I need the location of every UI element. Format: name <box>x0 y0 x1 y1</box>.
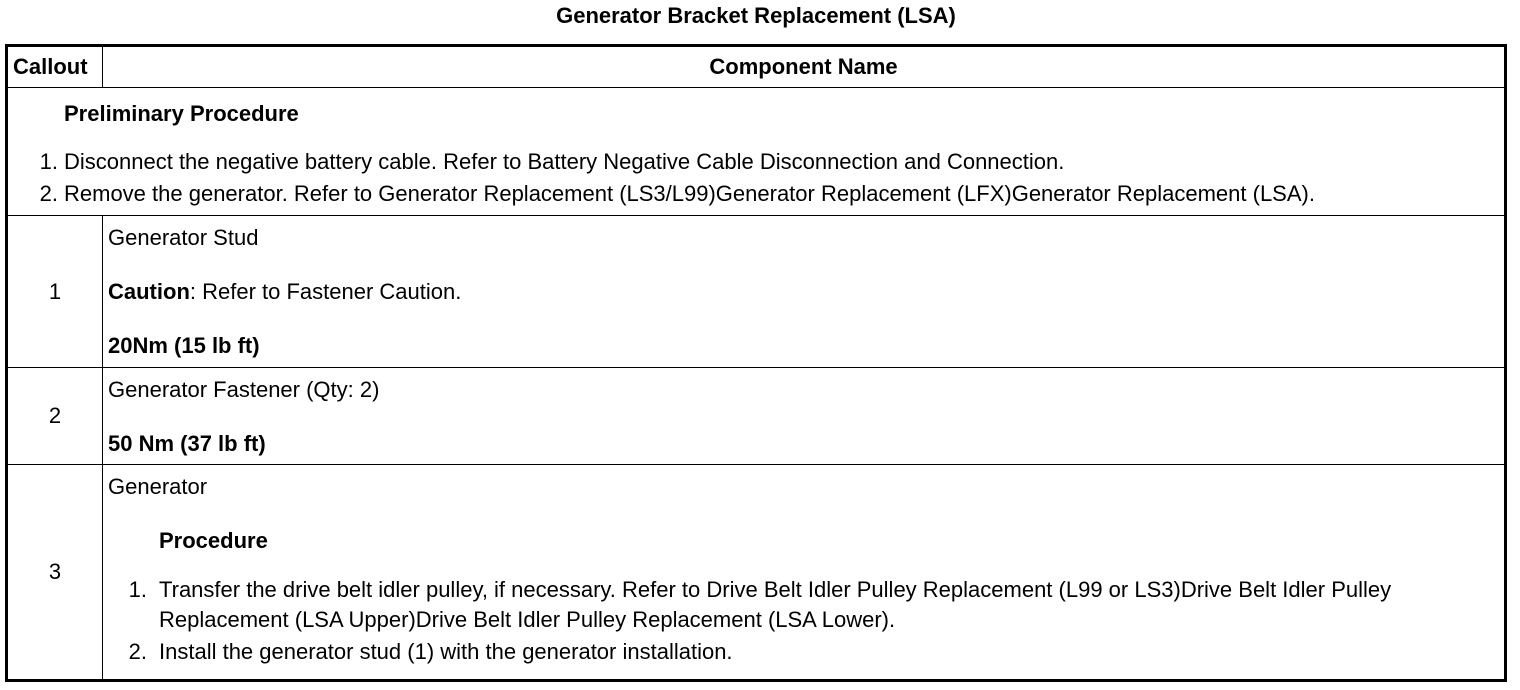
preliminary-heading: Preliminary Procedure <box>64 100 299 126</box>
procedure-heading: Procedure <box>159 528 268 553</box>
callout-number: 1 <box>7 216 103 368</box>
step-text: Transfer the drive belt idler pulley, if necessary. Refer to Drive Belt Idler Pulley Replacement (L99 or LS3)Drive Belt Idler Pulley Replacement (LSA Upper)Drive Belt Idler Pulley Replacement (LSA Lower). <box>159 577 1392 632</box>
page-title: Generator Bracket Replacement (LSA) <box>556 3 956 28</box>
component-name: Generator <box>108 474 208 499</box>
callout-table <box>5 44 1507 682</box>
component-cell <box>103 465 1506 681</box>
torque-spec: 50 Nm (37 lb ft) <box>108 431 266 456</box>
table-row <box>7 216 1506 368</box>
caution-label: Caution <box>108 279 190 304</box>
preliminary-row <box>7 88 1506 216</box>
table-row <box>7 368 1506 465</box>
list-item <box>118 575 1499 635</box>
preliminary-steps-list <box>8 146 1504 210</box>
preliminary-procedure-cell <box>7 88 1506 216</box>
callout-number: 3 <box>7 465 103 681</box>
callout-number: 2 <box>7 368 103 465</box>
procedure-steps-list <box>108 575 1499 669</box>
list-item <box>28 146 1504 178</box>
table-header-row <box>7 46 1506 88</box>
step-number: 2. <box>128 639 147 664</box>
caution-line <box>108 280 1499 304</box>
component-column-header: Component Name <box>103 46 1506 88</box>
step-text: Remove the generator. Refer to Generator Replacement (LS3/L99)Generator Replacement (LFX)Generator Replacement (LSA). <box>64 180 1315 206</box>
component-cell <box>103 368 1506 465</box>
caution-text: : Refer to Fastener Caution. <box>189 279 462 304</box>
list-item <box>118 635 1499 669</box>
component-cell <box>103 216 1506 368</box>
component-name: Generator Fastener (Qty: 2) <box>108 377 380 402</box>
callout-column-header: Callout <box>7 46 103 88</box>
step-number: 1. <box>128 577 147 602</box>
step-number: 2. <box>39 180 58 206</box>
list-item <box>28 178 1504 210</box>
torque-spec: 20Nm (15 lb ft) <box>108 333 260 358</box>
step-text: Disconnect the negative battery cable. Refer to Battery Negative Cable Disconnection and Connection. <box>64 148 1065 174</box>
step-text: Install the generator stud (1) with the generator installation. <box>159 639 733 664</box>
step-number: 1. <box>39 148 58 174</box>
component-name: Generator Stud <box>108 225 259 250</box>
table-row <box>7 465 1506 681</box>
